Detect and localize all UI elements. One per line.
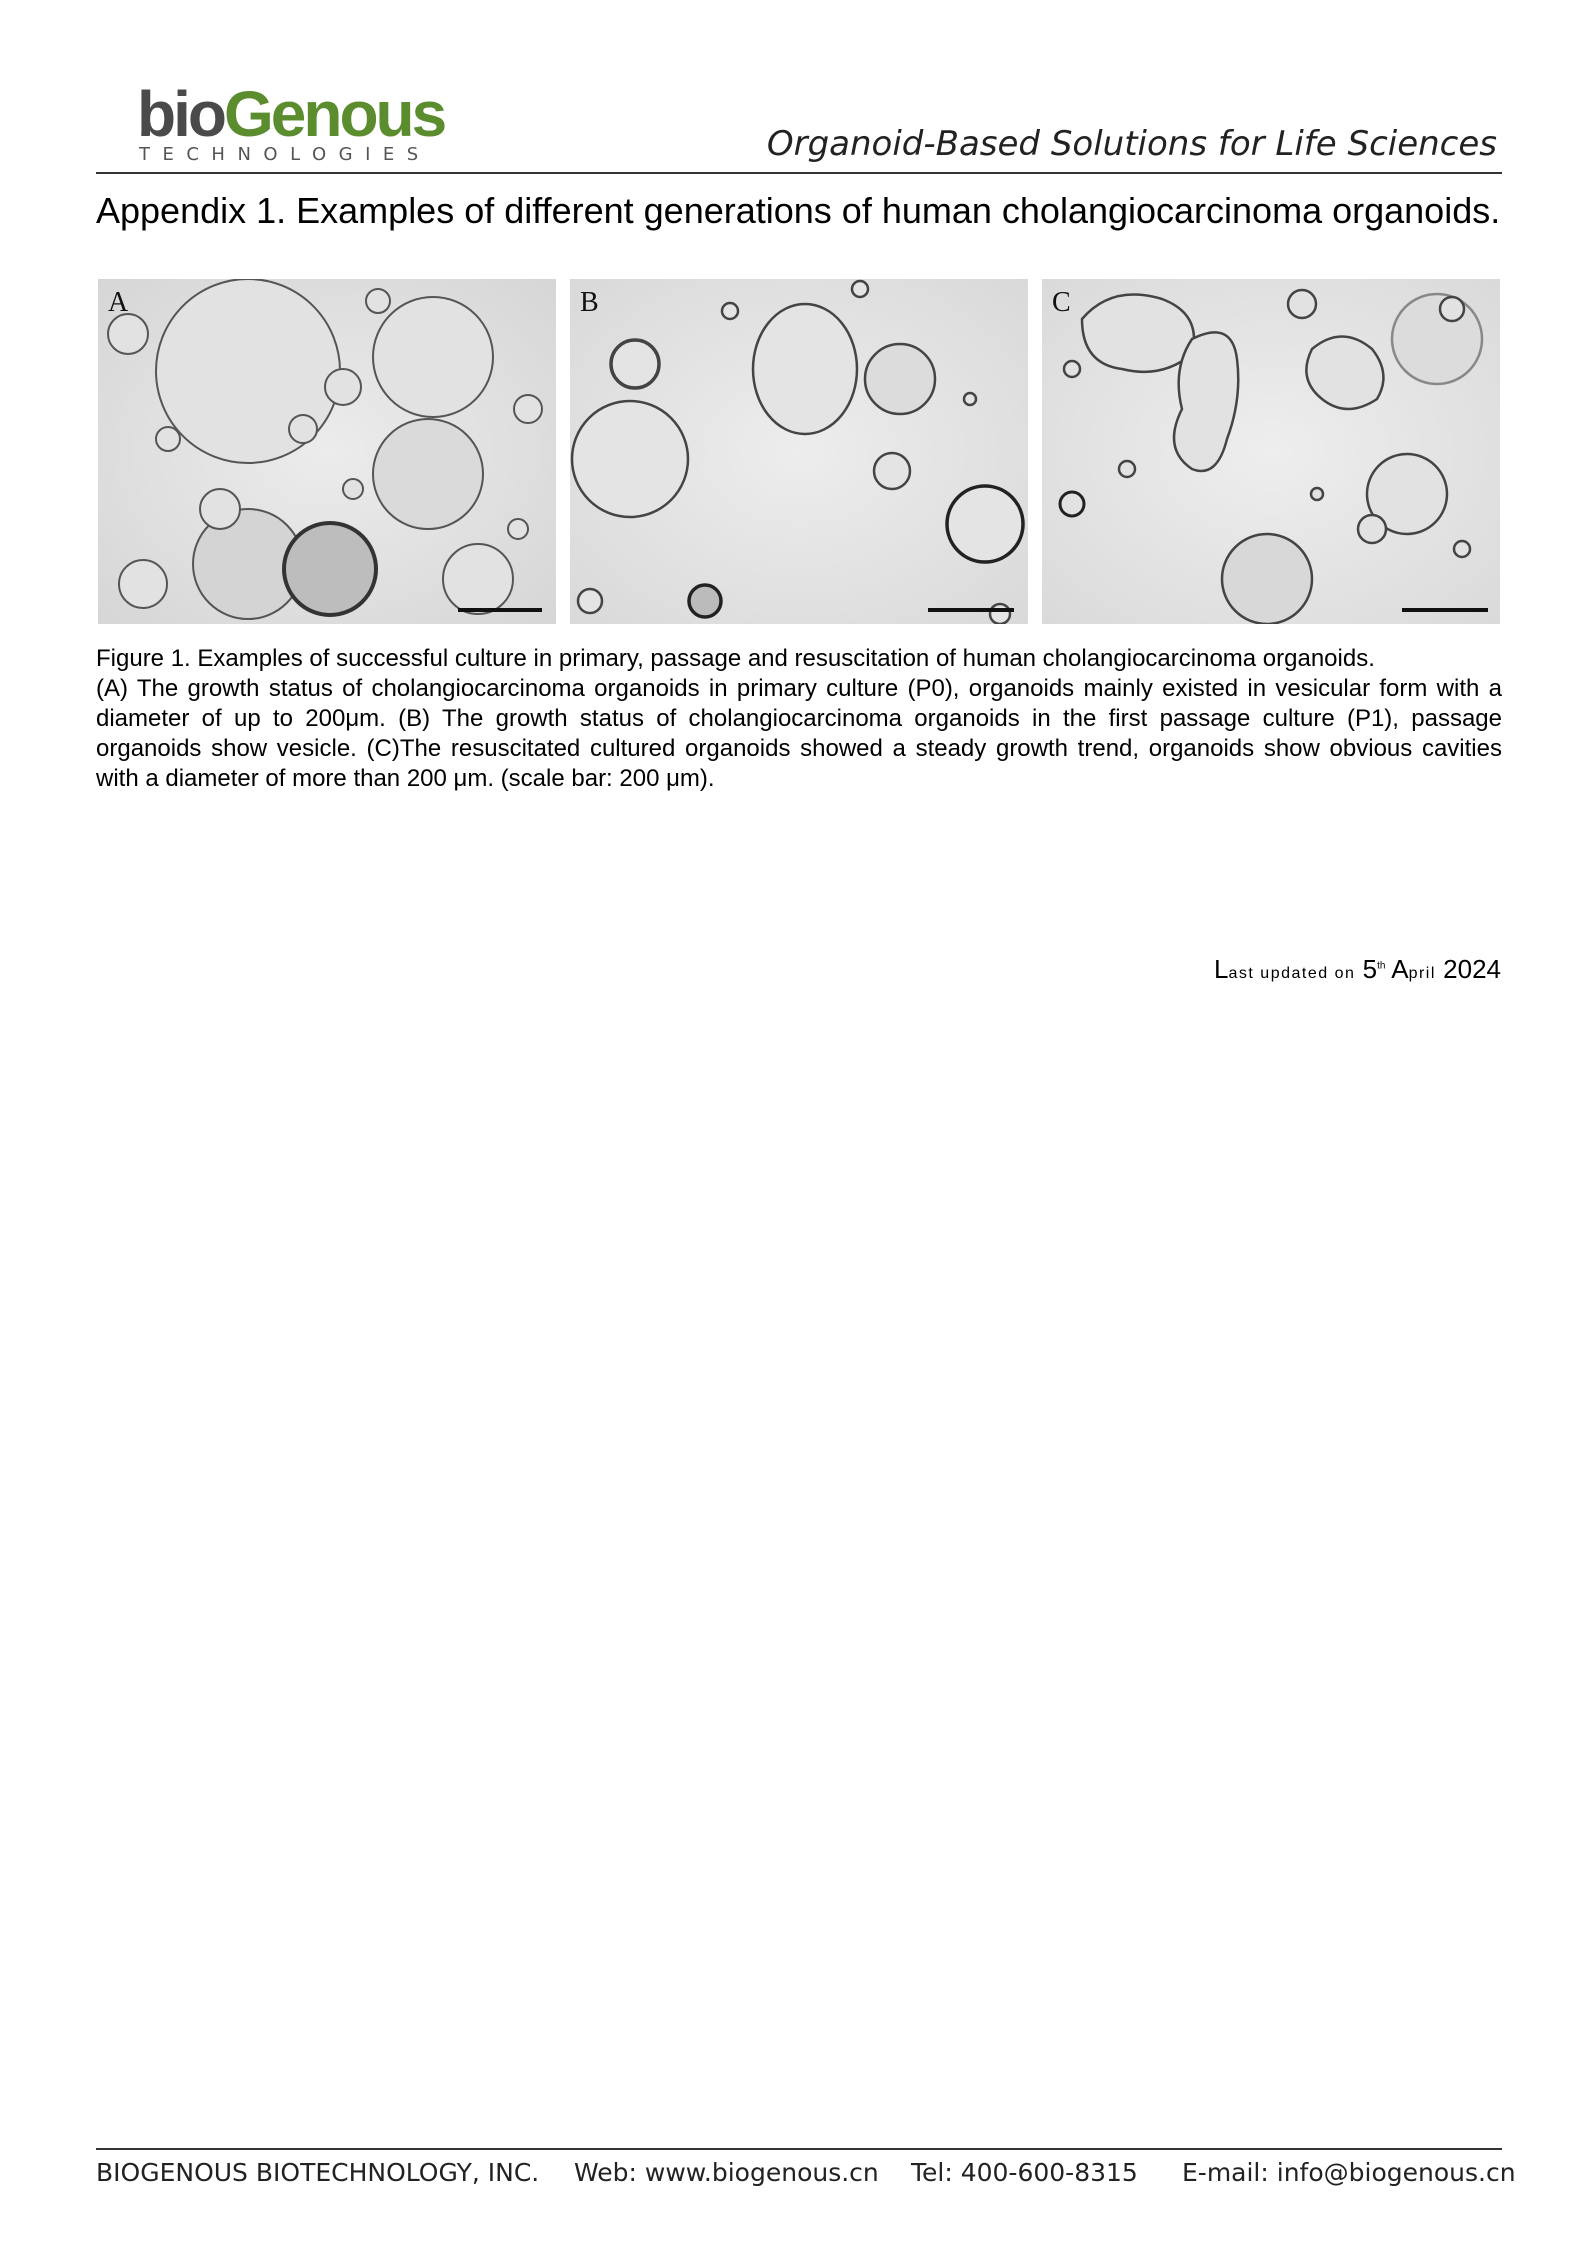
- panel-label-c: C: [1052, 287, 1071, 318]
- panel-label-a: A: [108, 287, 129, 318]
- micrograph-a-image: [98, 279, 556, 624]
- micrograph-b-image: [570, 279, 1028, 624]
- footer-web-link[interactable]: Web: www.biogenous.cn: [574, 2158, 879, 2187]
- appendix-title: Appendix 1. Examples of different generations of human cholangiocarcinoma organoids.: [96, 190, 1501, 231]
- micrograph-panel-a: [98, 279, 556, 624]
- header-tagline: Organoid-Based Solutions for Life Sciences: [766, 124, 1497, 164]
- logo-bio-text: bio: [137, 78, 224, 150]
- micrograph-c-image: [1042, 279, 1500, 624]
- caption-body: (A) The growth status of cholangiocarcinoma organoids in primary culture (P0), organoids mainly existed in vesicular form with a diameter of up to 200μm. (B) The growth status of cholangiocarcinoma organoids in the first passage culture (P1), passage organoids show vesicle. (C)The resuscitated cultured organoids showed a steady growth trend, organoids show obvious cavities with a diameter of more than 200 μm. (scale bar: 200 μm).: [96, 675, 1502, 792]
- last-updated-date: Last updated on 5th April 2024: [1214, 954, 1501, 984]
- footer-company: BIOGENOUS BIOTECHNOLOGY, INC.: [96, 2158, 540, 2187]
- figure-caption: [96, 644, 1502, 794]
- figure-panels: [98, 279, 1500, 624]
- footer-divider: [96, 2148, 1502, 2150]
- logo-genous-text: Genous: [223, 78, 445, 150]
- micrograph-panel-c: [1042, 279, 1500, 624]
- micrograph-panel-b: [570, 279, 1028, 624]
- logo-subtitle: TECHNOLOGIES: [139, 144, 431, 165]
- footer-tel: Tel: 400-600-8315: [911, 2158, 1138, 2187]
- caption-title: Figure 1. Examples of successful culture in primary, passage and resuscitation of human cholangiocarcinoma organoids.: [96, 645, 1375, 672]
- panel-label-b: B: [580, 287, 599, 318]
- company-logo: [137, 78, 457, 168]
- header-divider: [96, 172, 1502, 174]
- footer-email-link[interactable]: E-mail: info@biogenous.cn: [1182, 2158, 1516, 2187]
